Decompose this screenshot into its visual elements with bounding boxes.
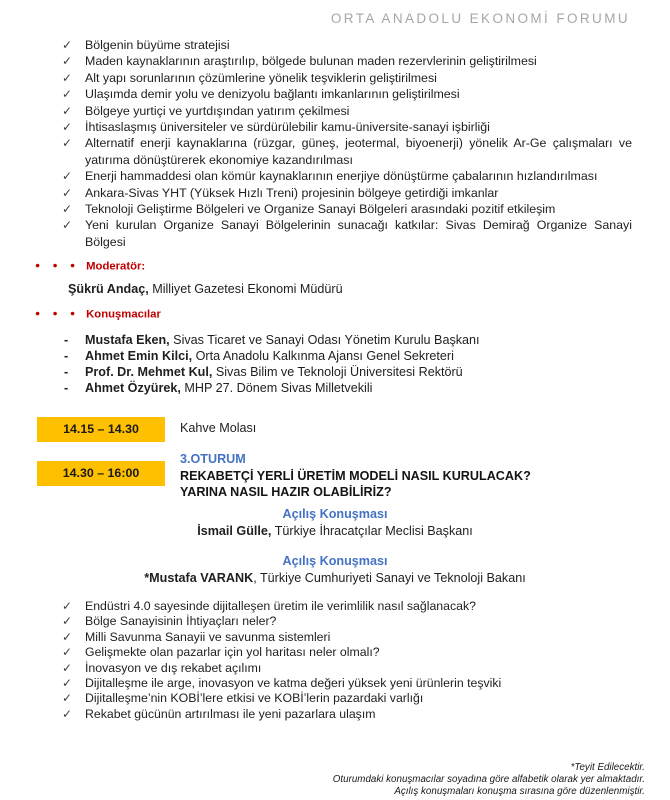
session-title-line2: YARINA NASIL HAZIR OLABİLİRİZ? bbox=[180, 485, 392, 500]
opening-speaker-role: , Türkiye Cumhuriyeti Sanayi ve Teknoloji Bakanı bbox=[253, 571, 526, 585]
session-title-line1: REKABETÇİ YERLİ ÜRETİM MODELİ NASIL KURULACAK? bbox=[180, 468, 531, 483]
opening-person bbox=[0, 523, 670, 540]
list-item bbox=[62, 37, 632, 53]
topic-text: Dijitalleşme’nin KOBİ’lere etkisi ve KOBİ’lerin pazardaki varlığı bbox=[85, 691, 424, 706]
opening-heading: Açılış Konuşması bbox=[282, 507, 388, 521]
check-icon: ✓ bbox=[62, 54, 73, 69]
speakers-list bbox=[62, 333, 632, 397]
topic-text: Bölgenin büyüme stratejisi bbox=[85, 38, 230, 52]
moderator-person bbox=[68, 281, 343, 297]
topic-text: Rekabet gücünün artırılması ile yeni pazarlara ulaşım bbox=[85, 706, 376, 721]
dash-icon: - bbox=[64, 364, 69, 379]
bullet-dots-icon: ● ● ● bbox=[35, 260, 81, 270]
speaker-name: Ahmet Emin Kilci, bbox=[85, 348, 193, 363]
list-item bbox=[62, 707, 632, 722]
check-icon: ✓ bbox=[62, 87, 73, 102]
opening-speaker-name: *Mustafa VARANK bbox=[144, 571, 254, 585]
check-icon: ✓ bbox=[62, 70, 73, 85]
topic-text: Maden kaynaklarının araştırılıp, bölgede bulunan maden rezervlerinin geliştirilmesi bbox=[85, 54, 537, 69]
moderator-section-label bbox=[35, 260, 145, 273]
check-icon: ✓ bbox=[62, 706, 73, 721]
speaker-item bbox=[62, 365, 632, 381]
check-icon: ✓ bbox=[62, 185, 73, 200]
list-item bbox=[62, 691, 632, 706]
speaker-name: Prof. Dr. Mehmet Kul, bbox=[85, 364, 213, 379]
speaker-role: MHP 27. Dönem Sivas Milletvekili bbox=[180, 380, 373, 395]
session-number: 3.OTURUM bbox=[180, 452, 246, 466]
page-title: ORTA ANADOLU EKONOMİ FORUMU bbox=[330, 11, 630, 26]
list-item bbox=[62, 135, 632, 168]
topic-text: Teknoloji Geliştirme Bölgeleri ve Organize Sanayi Bölgeleri arasındaki pozitif etkileşim bbox=[85, 202, 556, 217]
check-icon: ✓ bbox=[62, 202, 73, 217]
list-item bbox=[62, 103, 632, 119]
footnotes bbox=[333, 762, 645, 797]
check-icon: ✓ bbox=[62, 691, 73, 706]
topic-text: Endüstri 4.0 sayesinde dijitalleşen üretim ile verimlilik nasıl sağlanacak? bbox=[85, 599, 476, 613]
topic-text: Ulaşımda demir yolu ve denizyolu bağlantı imkanlarının geliştirilmesi bbox=[85, 87, 460, 102]
speaker-item bbox=[62, 349, 632, 365]
check-icon: ✓ bbox=[62, 645, 73, 660]
speaker-item bbox=[62, 381, 632, 397]
check-icon: ✓ bbox=[62, 136, 73, 151]
time-badge-session3: 14.30 – 16:00 bbox=[37, 461, 165, 486]
topic-text: Alternatif enerji kaynaklarına (rüzgar, güneş, jeotermal, biyoenerji) yönelik Ar-Ge çalışmaları ve yatırıma dönüştürerek ekonomiye kazandırılması bbox=[85, 136, 632, 167]
moderator-label: Moderatör: bbox=[86, 260, 146, 273]
topic-text: Yeni kurulan Organize Sanayi Bölgelerinin sunacağı katkılar: Sivas Demirağ Organize Sanayi Bölgesi bbox=[85, 218, 632, 249]
list-item bbox=[62, 217, 632, 250]
topics-list-first bbox=[62, 37, 632, 250]
speakers-section-label bbox=[35, 308, 161, 321]
check-icon: ✓ bbox=[62, 676, 73, 691]
topic-text: Bölge Sanayisinin İhtiyaçları neler? bbox=[85, 614, 277, 629]
check-icon: ✓ bbox=[62, 660, 73, 675]
check-icon: ✓ bbox=[62, 103, 73, 118]
opening-person bbox=[0, 570, 670, 587]
dash-icon: - bbox=[64, 333, 69, 347]
moderator-role: Milliyet Gazetesi Ekonomi Müdürü bbox=[148, 282, 343, 296]
list-item bbox=[62, 168, 632, 184]
bullet-dots-icon: ● ● ● bbox=[35, 308, 81, 318]
speaker-item bbox=[62, 333, 632, 349]
opening-speech-2 bbox=[0, 553, 670, 587]
check-icon: ✓ bbox=[62, 169, 73, 184]
moderator-name: Şükrü Andaç, bbox=[68, 282, 149, 296]
check-icon: ✓ bbox=[62, 629, 73, 644]
footnote-line: *Teyit Edilecektir. bbox=[570, 762, 645, 773]
list-item bbox=[62, 630, 632, 645]
list-item bbox=[62, 201, 632, 217]
check-icon: ✓ bbox=[62, 614, 73, 629]
footnote-line: Açılış konuşmaları konuşma sırasına göre düzenlenmiştir. bbox=[394, 785, 645, 797]
topic-text: İhtisaslaşmış üniversiteler ve sürdürülebilir kamu-üniversite-sanayi işbirliği bbox=[85, 120, 490, 135]
opening-speech-1 bbox=[0, 506, 670, 540]
dash-icon: - bbox=[64, 348, 69, 363]
list-item bbox=[62, 676, 632, 691]
topic-text: Dijitalleşme ile arge, inovasyon ve katma değeri yüksek yeni ürünlerin teşviki bbox=[85, 676, 502, 691]
topic-text: Ankara-Sivas YHT (Yüksek Hızlı Treni) projesinin bölgeye getirdiği imkanlar bbox=[85, 185, 499, 200]
opening-speaker-role: Türkiye İhracatçılar Meclisi Başkanı bbox=[271, 524, 473, 538]
list-item bbox=[62, 119, 632, 135]
speaker-role: Orta Anadolu Kalkınma Ajansı Genel Sekreteri bbox=[192, 348, 454, 363]
list-item bbox=[62, 185, 632, 201]
list-item bbox=[62, 599, 632, 614]
check-icon: ✓ bbox=[62, 599, 73, 613]
topic-text: Alt yapı sorunlarının çözümlerine yönelik teşviklerin geliştirilmesi bbox=[85, 70, 437, 85]
dash-icon: - bbox=[64, 380, 69, 395]
topic-text: Enerji hammaddesi olan kömür kaynaklarının enerjiye dönüştürme çabalarının hızlandırılması bbox=[85, 169, 598, 184]
check-icon: ✓ bbox=[62, 38, 73, 52]
speaker-role: Sivas Ticaret ve Sanayi Odası Yönetim Kurulu Başkanı bbox=[169, 333, 480, 347]
topic-text: Gelişmekte olan pazarlar için yol haritası neler olmalı? bbox=[85, 645, 380, 660]
check-icon: ✓ bbox=[62, 218, 73, 233]
topics-list-second bbox=[62, 599, 632, 722]
time-badge-coffee: 14.15 – 14.30 bbox=[37, 417, 165, 442]
check-icon: ✓ bbox=[62, 120, 73, 135]
list-item bbox=[62, 86, 632, 102]
coffee-break-label: Kahve Molası bbox=[180, 421, 257, 435]
topic-text: Milli Savunma Sanayii ve savunma sistemleri bbox=[85, 629, 331, 644]
opening-speaker-name: İsmail Gülle, bbox=[197, 524, 272, 538]
topic-text: İnovasyon ve dış rekabet açılımı bbox=[85, 660, 262, 675]
list-item bbox=[62, 53, 632, 69]
speaker-role: Sivas Bilim ve Teknoloji Üniversitesi Rektörü bbox=[212, 364, 463, 379]
list-item bbox=[62, 70, 632, 86]
list-item bbox=[62, 614, 632, 629]
list-item bbox=[62, 645, 632, 660]
session3-block bbox=[180, 451, 640, 501]
speaker-name: Mustafa Eken, bbox=[85, 333, 170, 347]
speaker-name: Ahmet Özyürek, bbox=[85, 380, 181, 395]
footnote-line: Oturumdaki konuşmacılar soyadına göre alfabetik olarak yer almaktadır. bbox=[332, 773, 645, 785]
speakers-label: Konuşmacılar bbox=[86, 308, 161, 321]
opening-heading: Açılış Konuşması bbox=[282, 554, 388, 568]
topic-text: Bölgeye yurtiçi ve yurtdışından yatırım çekilmesi bbox=[85, 103, 350, 118]
list-item bbox=[62, 661, 632, 676]
